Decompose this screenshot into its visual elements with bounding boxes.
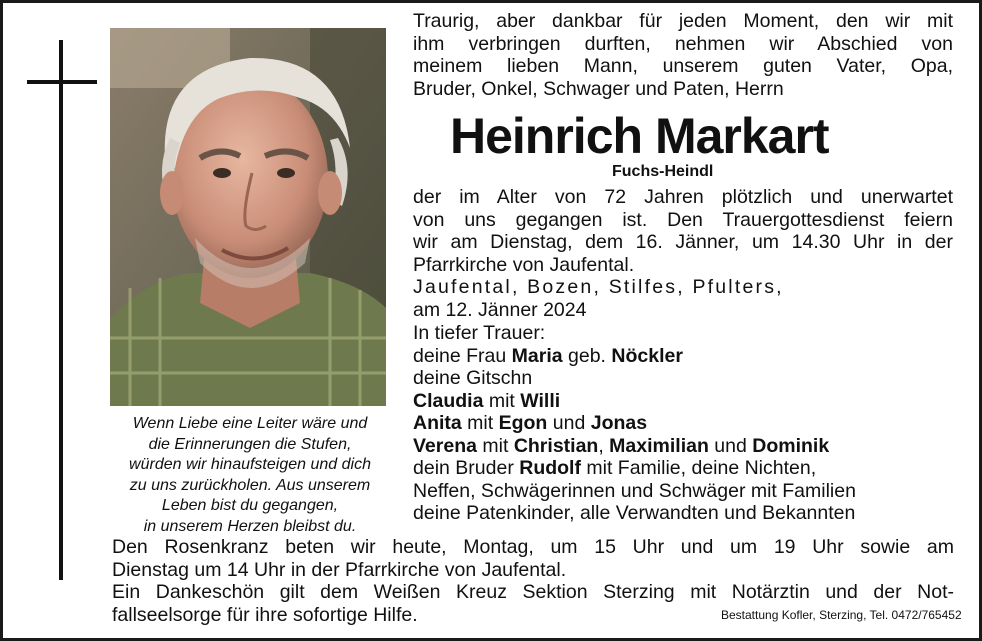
mourner-gitschn: deine Gitschn — [413, 367, 533, 389]
thanks-line: fallseelsorge für ihre sofortige Hilfe. — [112, 603, 418, 626]
deceased-nickname: Fuchs-Heindl — [612, 163, 714, 180]
mourner-wife: deine Frau Maria geb. Nöckler — [413, 344, 683, 367]
poem-line: würden wir hinaufsteigen und dich — [129, 456, 371, 473]
poem-line: Leben bist du gegangen, — [161, 497, 339, 514]
poem-line: Wenn Liebe eine Leiter wäre und — [132, 415, 368, 432]
date-line: am 12. Jänner 2024 — [413, 298, 587, 321]
mourner-claudia: Claudia mit Willi — [413, 389, 561, 412]
intro-line: Bruder, Onkel, Schwager und Paten, Herrn — [413, 77, 784, 100]
death-paragraph — [413, 186, 953, 321]
intro-line: Traurig, aber dankbar für jeden Moment, den wir mit — [413, 10, 953, 32]
death-line: von uns gegangen ist. Den Trauergottesdienst feiern — [413, 208, 953, 231]
places-line: Jaufental, Bozen, Stilfes, Pfulters, — [413, 276, 784, 298]
funeral-home-credit: Bestattung Kofler, Sterzing, Tel. 0472/765452 — [721, 608, 962, 622]
intro-line: ihm verbringen durften, nehmen wir Abschied von — [413, 32, 953, 55]
rosary-line: Dienstag um 14 Uhr in der Pfarrkirche von Jaufental. — [112, 558, 567, 581]
portrait-photo — [110, 28, 386, 406]
mourner-anita: Anita mit Egon und Jonas — [413, 412, 648, 434]
intro-paragraph — [413, 10, 953, 100]
cross-icon-horizontal — [27, 80, 97, 84]
death-line: wir am Dienstag, dem 16. Jänner, um 14.30 Uhr in der — [413, 231, 953, 253]
mourner-brother: dein Bruder Rudolf mit Familie, deine Nichten, — [413, 457, 817, 479]
deceased-name: Heinrich Markart — [450, 108, 829, 164]
mourner-relatives: deine Patenkinder, alle Verwandten und Bekannten — [413, 502, 856, 524]
mourners-list — [413, 322, 953, 525]
mourner-verena: Verena mit Christian, Maximilian und Dominik — [413, 434, 830, 457]
cross-icon-vertical — [59, 40, 63, 580]
poem-line: zu uns zurückholen. Aus unserem — [129, 476, 371, 494]
memorial-poem — [100, 414, 400, 537]
rosary-line: Den Rosenkranz beten wir heute, Montag, um 15 Uhr und um 19 Uhr sowie am — [112, 536, 954, 558]
intro-line: meinem lieben Mann, unserem guten Vater, Opa, — [413, 55, 953, 77]
mourning-header: In tiefer Trauer: — [413, 322, 546, 344]
mourner-relatives: Neffen, Schwägerinnen und Schwäger mit Familien — [413, 479, 856, 502]
poem-line: die Erinnerungen die Stufen, — [148, 435, 352, 453]
thanks-line: Ein Dankeschön gilt dem Weißen Kreuz Sektion Sterzing mit Notärztin und der Not- — [112, 581, 954, 603]
poem-line: in unserem Herzen bleibst du. — [143, 517, 357, 535]
death-line: der im Alter von 72 Jahren plötzlich und unerwartet — [413, 186, 953, 208]
death-line: Pfarrkirche von Jaufental. — [413, 253, 635, 276]
